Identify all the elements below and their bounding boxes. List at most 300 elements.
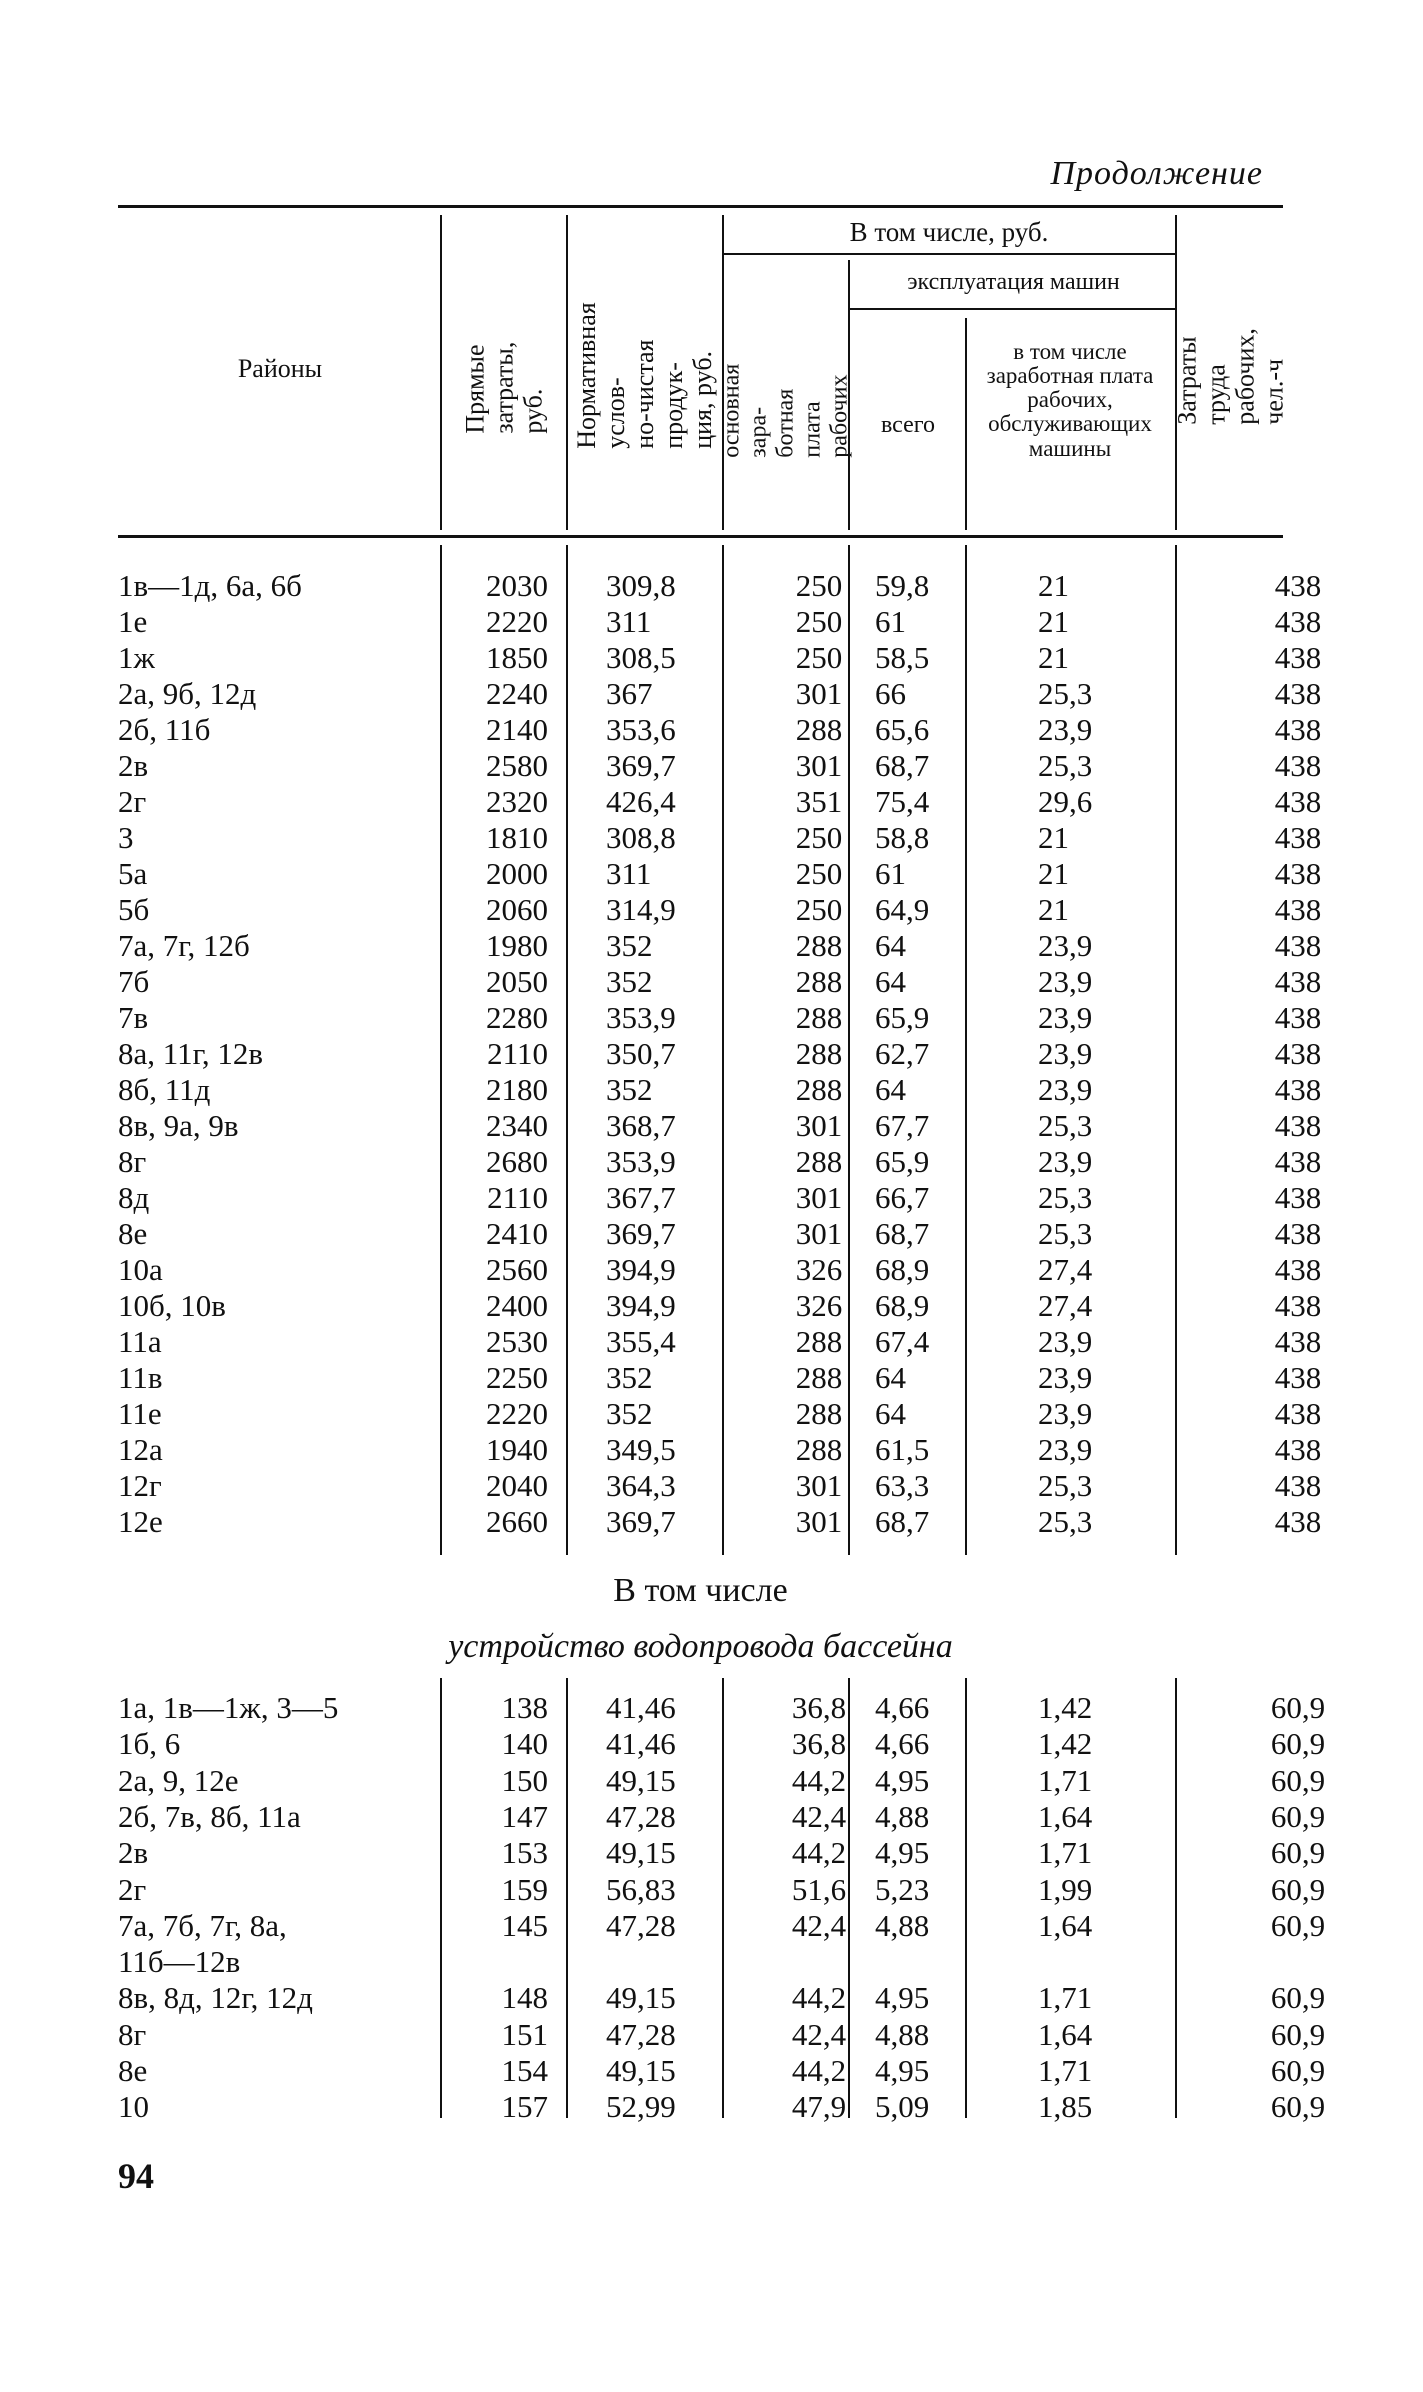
table-row	[118, 1690, 1326, 1726]
value-cell: 25,3	[1038, 1216, 1093, 1251]
value-cell: 47,28	[606, 1907, 676, 1943]
value-cell: 147	[501, 1798, 548, 1834]
value-cell: 311	[606, 856, 652, 891]
header-bottom-rule	[118, 535, 1283, 538]
value-cell: 438	[1274, 1468, 1322, 1503]
value-cell: 311	[606, 604, 652, 639]
value-cell: 44,2	[791, 2053, 847, 2088]
value-cell: 64	[875, 1072, 906, 1107]
table-row	[118, 1216, 1322, 1252]
region-cell: 2б, 7в, 8б, 11а	[118, 1798, 301, 1834]
value-cell: 49,15	[606, 1835, 676, 1871]
value-cell: 25,3	[1038, 1468, 1093, 1503]
value-cell: 25,3	[1038, 748, 1093, 783]
value-cell: 438	[1274, 1288, 1322, 1323]
table-row	[118, 640, 1322, 676]
table-row	[118, 1944, 1283, 1980]
value-cell: 2110	[487, 1036, 548, 1071]
value-cell: 368,7	[606, 1108, 676, 1143]
value-cell: 23,9	[1038, 1324, 1093, 1359]
value-cell: 44,2	[791, 1762, 847, 1798]
header-direct-costs: Прямые затраты, руб.	[460, 341, 548, 434]
table-row	[118, 1144, 1322, 1180]
region-cell: 8д	[118, 1180, 150, 1215]
value-cell: 151	[501, 2016, 548, 2052]
value-cell: 438	[1274, 1180, 1322, 1215]
table-row	[118, 1432, 1322, 1468]
value-cell: 153	[501, 1835, 548, 1871]
value-cell: 60,9	[1270, 1762, 1326, 1798]
value-cell: 352	[606, 1360, 653, 1395]
value-cell: 64	[875, 964, 906, 999]
region-cell: 10а	[118, 1252, 163, 1287]
value-cell: 63,3	[875, 1468, 930, 1503]
value-cell: 27,4	[1038, 1252, 1093, 1287]
region-cell: 7в	[118, 1000, 149, 1035]
value-cell: 52,99	[606, 2089, 676, 2125]
value-cell: 44,2	[791, 1835, 847, 1871]
region-cell: 5б	[118, 892, 150, 927]
value-cell: 1,42	[1038, 1690, 1093, 1725]
value-cell: 352	[606, 1072, 653, 1107]
value-cell: 60,9	[1270, 1726, 1326, 1762]
region-cell: 12а	[118, 1432, 163, 1467]
value-cell: 21	[1038, 820, 1069, 855]
value-cell: 60,9	[1270, 1798, 1326, 1834]
value-cell: 438	[1274, 1252, 1322, 1287]
value-cell: 2030	[486, 568, 548, 603]
value-cell: 60,9	[1270, 2016, 1326, 2052]
value-cell: 60,9	[1270, 2053, 1326, 2088]
value-cell: 308,8	[606, 820, 676, 855]
value-cell: 288	[795, 712, 843, 747]
value-cell: 326	[795, 1252, 843, 1287]
header-wage-machine-workers: в том числе заработная плата рабочих, обслуживающих машины	[986, 339, 1154, 461]
value-cell: 68,7	[875, 1504, 930, 1539]
value-cell: 138	[501, 1690, 548, 1725]
value-cell: 4,66	[875, 1726, 930, 1762]
value-cell: 369,7	[606, 1216, 676, 1251]
value-cell: 438	[1274, 1108, 1322, 1143]
value-cell: 309,8	[606, 568, 676, 603]
table-row	[118, 964, 1322, 1000]
value-cell: 438	[1274, 1396, 1322, 1431]
value-cell: 1,71	[1038, 1980, 1093, 2016]
value-cell: 438	[1274, 892, 1322, 927]
value-cell: 1,42	[1038, 1726, 1093, 1762]
value-cell: 4,95	[875, 2053, 930, 2088]
value-cell: 60,9	[1270, 2089, 1326, 2125]
region-cell: 1а, 1в—1ж, 3—5	[118, 1690, 339, 1725]
region-cell: 8е	[118, 1216, 148, 1251]
value-cell: 352	[606, 1396, 653, 1431]
value-cell: 4,95	[875, 1762, 930, 1798]
value-cell: 301	[795, 1216, 843, 1251]
table-row	[118, 2089, 1326, 2125]
value-cell: 60,9	[1270, 1871, 1326, 1907]
value-cell: 27,4	[1038, 1288, 1093, 1323]
value-cell: 438	[1274, 1324, 1322, 1359]
value-cell: 64	[875, 1360, 906, 1395]
value-cell: 5,09	[875, 2089, 930, 2125]
value-cell: 157	[501, 2089, 548, 2125]
value-cell: 438	[1274, 640, 1322, 675]
region-cell: 11а	[118, 1324, 162, 1359]
value-cell: 25,3	[1038, 1504, 1093, 1539]
value-cell: 61	[875, 604, 906, 639]
value-cell: 438	[1274, 1072, 1322, 1107]
region-cell: 1е	[118, 604, 148, 639]
value-cell: 49,15	[606, 1980, 676, 2016]
value-cell: 349,5	[606, 1432, 676, 1467]
value-cell: 394,9	[606, 1252, 676, 1287]
header-total: всего	[880, 412, 936, 438]
value-cell: 1,64	[1038, 1907, 1093, 1943]
value-cell: 68,7	[875, 1216, 930, 1251]
header-divider	[850, 308, 1175, 310]
value-cell: 60,9	[1270, 1835, 1326, 1871]
value-cell: 1,64	[1038, 1798, 1093, 1834]
value-cell: 25,3	[1038, 1108, 1093, 1143]
value-cell: 23,9	[1038, 1000, 1093, 1035]
header-labor-costs: Затраты труда рабочих, чел.-ч	[1172, 328, 1289, 425]
value-cell: 68,7	[875, 748, 930, 783]
value-cell: 288	[795, 1144, 843, 1179]
header-machine-operation: эксплуатация машин	[907, 269, 1120, 295]
table-row	[118, 1907, 1326, 1944]
region-cell: 8в, 8д, 12г, 12д	[118, 1980, 313, 2016]
value-cell: 438	[1274, 748, 1322, 783]
section-caption: В том числе	[613, 1572, 788, 1609]
region-cell: 2а, 9б, 12д	[118, 676, 257, 711]
value-cell: 2220	[486, 604, 548, 639]
value-cell: 351	[795, 784, 843, 819]
value-cell: 2340	[486, 1108, 548, 1143]
table-row	[118, 748, 1322, 784]
table-row	[118, 1762, 1326, 1799]
value-cell: 41,46	[606, 1690, 676, 1725]
value-cell: 4,88	[875, 1907, 930, 1943]
value-cell: 250	[795, 892, 843, 927]
value-cell: 2110	[487, 1180, 548, 1215]
value-cell: 301	[795, 1468, 843, 1503]
table-row	[118, 1835, 1326, 1871]
value-cell: 288	[795, 964, 843, 999]
value-cell: 2400	[486, 1288, 548, 1323]
value-cell: 21	[1038, 892, 1069, 927]
value-cell: 438	[1274, 856, 1322, 891]
value-cell: 64	[875, 928, 906, 963]
value-cell: 21	[1038, 568, 1069, 603]
value-cell: 23,9	[1038, 928, 1093, 963]
value-cell: 4,88	[875, 1798, 930, 1834]
value-cell: 288	[795, 1072, 843, 1107]
value-cell: 47,9	[791, 2089, 847, 2125]
table-row	[118, 1072, 1322, 1108]
continuation-label: Продолжение	[1050, 155, 1263, 192]
value-cell: 68,9	[875, 1288, 930, 1323]
value-cell: 67,4	[875, 1324, 930, 1359]
value-cell: 326	[795, 1288, 843, 1323]
value-cell: 4,95	[875, 1980, 930, 2016]
value-cell: 1940	[486, 1432, 548, 1467]
value-cell: 438	[1274, 1432, 1322, 1467]
value-cell: 51,6	[791, 1871, 847, 1907]
value-cell: 65,9	[875, 1000, 930, 1035]
value-cell: 64,9	[875, 892, 930, 927]
section-subcaption: устройство водопровода бассейна	[448, 1628, 953, 1665]
region-cell: 1ж	[118, 640, 155, 675]
value-cell: 1,85	[1038, 2089, 1093, 2125]
table-row	[118, 1798, 1326, 1835]
table-row	[118, 712, 1322, 748]
header-base-wage: основная зара- ботная плата рабочих	[718, 363, 852, 458]
value-cell: 438	[1274, 676, 1322, 711]
value-cell: 1,71	[1038, 1835, 1093, 1871]
value-cell: 2240	[486, 676, 548, 711]
value-cell: 61	[875, 856, 906, 891]
value-cell: 60,9	[1270, 1690, 1326, 1725]
table-row	[118, 1360, 1322, 1396]
value-cell: 288	[795, 1000, 843, 1035]
value-cell: 2320	[486, 784, 548, 819]
table-row	[118, 1108, 1322, 1144]
value-cell: 438	[1274, 928, 1322, 963]
value-cell: 250	[795, 568, 843, 603]
table-row	[118, 784, 1322, 820]
value-cell: 47,28	[606, 1798, 676, 1834]
value-cell: 438	[1274, 712, 1322, 747]
value-cell: 301	[795, 676, 843, 711]
value-cell: 250	[795, 856, 843, 891]
value-cell: 68,9	[875, 1252, 930, 1287]
value-cell: 350,7	[606, 1036, 676, 1071]
header-including: В том числе, руб.	[849, 217, 1049, 247]
region-cell: 1б, 6	[118, 1726, 181, 1762]
region-cell: 7а, 7г, 12б	[118, 928, 250, 963]
value-cell: 58,5	[875, 640, 930, 675]
table-row	[118, 2053, 1326, 2089]
value-cell: 438	[1274, 784, 1322, 819]
value-cell: 353,9	[606, 1144, 676, 1179]
value-cell: 56,83	[606, 1871, 676, 1907]
value-cell: 2220	[486, 1396, 548, 1431]
value-cell: 367,7	[606, 1180, 676, 1215]
value-cell: 5,23	[875, 1871, 930, 1907]
value-cell: 367	[606, 676, 653, 711]
value-cell: 42,4	[791, 2016, 847, 2052]
value-cell: 61,5	[875, 1432, 930, 1467]
value-cell: 23,9	[1038, 712, 1093, 747]
value-cell: 25,3	[1038, 676, 1093, 711]
page-number: 94	[118, 2156, 154, 2196]
value-cell: 60,9	[1270, 1907, 1326, 1943]
value-cell: 1,64	[1038, 2016, 1093, 2052]
value-cell: 36,8	[791, 1690, 847, 1725]
value-cell: 67,7	[875, 1108, 930, 1143]
value-cell: 394,9	[606, 1288, 676, 1323]
value-cell: 23,9	[1038, 1072, 1093, 1107]
column-rule	[965, 318, 967, 530]
value-cell: 49,15	[606, 2053, 676, 2088]
value-cell: 58,8	[875, 820, 930, 855]
value-cell: 47,28	[606, 2016, 676, 2052]
value-cell: 140	[501, 1726, 548, 1762]
value-cell: 66	[875, 676, 906, 711]
value-cell: 355,4	[606, 1324, 676, 1359]
region-cell: 10б, 10в	[118, 1288, 226, 1323]
value-cell: 353,9	[606, 1000, 676, 1035]
value-cell: 2580	[486, 748, 548, 783]
region-cell: 2г	[118, 784, 147, 819]
value-cell: 364,3	[606, 1468, 676, 1503]
value-cell: 154	[501, 2053, 548, 2088]
table-row	[118, 820, 1322, 856]
table-top-rule	[118, 205, 1283, 208]
value-cell: 288	[795, 1396, 843, 1431]
region-cell: 8б, 11д	[118, 1072, 211, 1107]
region-cell: 2б, 11б	[118, 712, 211, 747]
value-cell: 36,8	[791, 1726, 847, 1762]
value-cell: 2410	[486, 1216, 548, 1251]
region-cell: 2г	[118, 1871, 147, 1907]
value-cell: 438	[1274, 1144, 1322, 1179]
value-cell: 1850	[486, 640, 548, 675]
value-cell: 352	[606, 964, 653, 999]
value-cell: 438	[1274, 1216, 1322, 1251]
value-cell: 23,9	[1038, 1432, 1093, 1467]
value-cell: 2040	[486, 1468, 548, 1503]
value-cell: 4,88	[875, 2016, 930, 2052]
value-cell: 250	[795, 640, 843, 675]
region-cell: 8г	[118, 1144, 147, 1179]
table-row	[118, 1180, 1322, 1216]
value-cell: 2280	[486, 1000, 548, 1035]
table-row	[118, 676, 1322, 712]
value-cell: 75,4	[875, 784, 930, 819]
value-cell: 1,71	[1038, 2053, 1093, 2088]
value-cell: 2660	[486, 1504, 548, 1539]
region-cell: 11е	[118, 1396, 162, 1431]
table-row	[118, 856, 1322, 892]
value-cell: 288	[795, 1036, 843, 1071]
value-cell: 62,7	[875, 1036, 930, 1071]
value-cell: 250	[795, 604, 843, 639]
value-cell: 1,71	[1038, 1762, 1093, 1798]
value-cell: 1980	[486, 928, 548, 963]
value-cell: 314,9	[606, 892, 676, 927]
value-cell: 288	[795, 1324, 843, 1359]
value-cell: 44,2	[791, 1980, 847, 2016]
column-rule	[566, 215, 568, 530]
header-divider	[722, 253, 1175, 255]
value-cell: 2250	[486, 1360, 548, 1395]
table-row	[118, 892, 1322, 928]
region-cell: 12е	[118, 1504, 163, 1539]
value-cell: 41,46	[606, 1726, 676, 1762]
table-row	[118, 1726, 1326, 1762]
value-cell: 369,7	[606, 1504, 676, 1539]
value-cell: 2140	[486, 712, 548, 747]
header-normative-product: Нормативная услов- но-чистая продук- ция, руб.	[572, 301, 718, 449]
value-cell: 2530	[486, 1324, 548, 1359]
region-cell: 3	[118, 820, 134, 855]
value-cell: 438	[1274, 568, 1322, 603]
region-cell: 11б—12в	[118, 1944, 241, 1980]
value-cell: 2000	[486, 856, 548, 891]
value-cell: 2060	[486, 892, 548, 927]
header-regions: Районы	[237, 354, 323, 383]
value-cell: 288	[795, 928, 843, 963]
table-row	[118, 1000, 1322, 1036]
region-cell: 5а	[118, 856, 148, 891]
value-cell: 42,4	[791, 1907, 847, 1943]
value-cell: 21	[1038, 604, 1069, 639]
table-row	[118, 1980, 1326, 2016]
region-cell: 2а, 9, 12е	[118, 1762, 239, 1798]
value-cell: 353,6	[606, 712, 676, 747]
value-cell: 369,7	[606, 748, 676, 783]
region-cell: 8а, 11г, 12в	[118, 1036, 263, 1071]
region-cell: 2в	[118, 748, 149, 783]
table-row	[118, 1252, 1322, 1288]
table-row	[118, 1324, 1322, 1360]
value-cell: 4,95	[875, 1835, 930, 1871]
value-cell: 308,5	[606, 640, 676, 675]
table-row	[118, 1871, 1326, 1908]
region-cell: 7б	[118, 964, 150, 999]
value-cell: 438	[1274, 1360, 1322, 1395]
value-cell: 23,9	[1038, 1036, 1093, 1071]
value-cell: 301	[795, 1180, 843, 1215]
value-cell: 60,9	[1270, 1980, 1326, 2016]
value-cell: 21	[1038, 640, 1069, 675]
value-cell: 352	[606, 928, 653, 963]
value-cell: 288	[795, 1360, 843, 1395]
value-cell: 145	[501, 1907, 548, 1943]
value-cell: 438	[1274, 1000, 1322, 1035]
table-row	[118, 1504, 1322, 1540]
value-cell: 2050	[486, 964, 548, 999]
region-cell: 8г	[118, 2016, 147, 2052]
value-cell: 1,99	[1038, 1871, 1093, 1907]
value-cell: 426,4	[606, 784, 676, 819]
region-cell: 8в, 9а, 9в	[118, 1108, 239, 1143]
value-cell: 29,6	[1038, 784, 1093, 819]
value-cell: 23,9	[1038, 964, 1093, 999]
value-cell: 288	[795, 1432, 843, 1467]
value-cell: 2180	[486, 1072, 548, 1107]
value-cell: 1810	[486, 820, 548, 855]
value-cell: 21	[1038, 856, 1069, 891]
value-cell: 148	[501, 1980, 548, 2016]
value-cell: 301	[795, 748, 843, 783]
value-cell: 42,4	[791, 1798, 847, 1834]
value-cell: 49,15	[606, 1762, 676, 1798]
value-cell: 66,7	[875, 1180, 930, 1215]
value-cell: 438	[1274, 820, 1322, 855]
value-cell: 301	[795, 1108, 843, 1143]
table-row	[118, 568, 1322, 604]
table-row	[118, 1036, 1322, 1072]
region-cell: 8е	[118, 2053, 148, 2088]
value-cell: 64	[875, 1396, 906, 1431]
value-cell: 250	[795, 820, 843, 855]
region-cell: 11в	[118, 1360, 163, 1395]
region-cell: 2в	[118, 1835, 149, 1871]
value-cell: 150	[501, 1762, 548, 1798]
value-cell: 2560	[486, 1252, 548, 1287]
